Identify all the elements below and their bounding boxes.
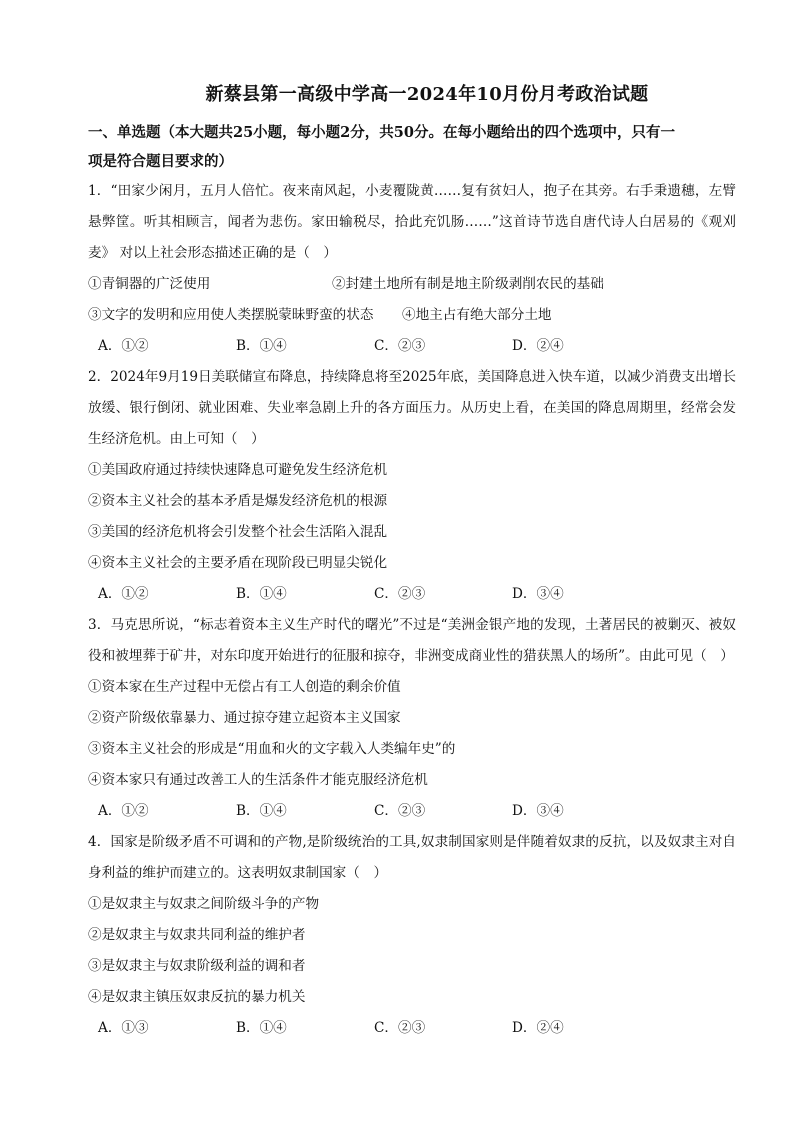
option-1: ①美国政府通过持续快速降息可避免发生经济危机 xyxy=(88,462,388,478)
question-stem: 1．“田家少闲月，五月人倍忙。夜来南风起，小麦覆陇黄……复有贫妇人，抱子在其旁。右手秉遗穗，左臂悬弊筐。听其相顾言，闻者为悲伤。家田输税尽，拾此充饥肠……”这首诗节选自唐代诗人白居易的《观刈麦》 对以上社会形态描述正确的是（ ） xyxy=(88,183,736,261)
question-stem: 2．2024年9月19日美联储宣布降息，持续降息将至2025年底，美国降息进入快车道，以减少消费支出增长放缓、银行倒闭、就业困难、失业率急剧上升的各方面压力。从历史上看，在美国的降息周期里，经常会发生经济危机。由上可知（ ） xyxy=(88,369,736,447)
choice-a[interactable]: A．①③ xyxy=(98,1020,149,1036)
choice-d[interactable]: D．③④ xyxy=(512,803,564,819)
option-1: ①是奴隶主与奴隶之间阶级斗争的产物 xyxy=(88,896,320,912)
option-2: ②封建土地所有制是地主阶级剥削农民的基础 xyxy=(332,276,604,292)
choice-c[interactable]: C．②③ xyxy=(374,803,426,819)
choice-b[interactable]: B．①④ xyxy=(236,338,287,354)
choice-a[interactable]: A．①② xyxy=(98,803,149,819)
question-stem: 3．马克思所说，“标志着资本主义生产时代的曙光”不过是“美洲金银产地的发现，土著居民的被剿灭、被奴役和被埋葬于矿井，对东印度开始进行的征服和掠夺，非洲变成商业性的猎获黑人的场所”。由此可见（ ） xyxy=(88,617,736,664)
choice-b[interactable]: B．①④ xyxy=(236,1020,287,1036)
section-heading-line2: 项是符合题目要求的） xyxy=(88,153,233,170)
choice-c[interactable]: C．②③ xyxy=(374,1020,426,1036)
choice-b[interactable]: B．①④ xyxy=(236,803,287,819)
option-row xyxy=(88,269,736,300)
exam-title: 新蔡县第一高级中学高一2024年10月份月考政治试题 xyxy=(205,84,649,105)
answer-choices xyxy=(88,579,736,610)
choice-d[interactable]: D．②④ xyxy=(512,338,564,354)
option-4: ④资本家只有通过改善工人的生活条件才能克服经济危机 xyxy=(88,772,428,788)
choice-c[interactable]: C．②③ xyxy=(374,586,426,602)
option-1: ①资本家在生产过程中无偿占有工人创造的剩余价值 xyxy=(88,679,401,695)
answer-choices xyxy=(88,1013,736,1044)
answer-choices xyxy=(88,796,736,827)
option-2: ②资产阶级依靠暴力、通过掠夺建立起资本主义国家 xyxy=(88,710,401,726)
choice-a[interactable]: A．①② xyxy=(98,586,149,602)
section-heading-line1: 一、单选题（本大题共25小题，每小题2分，共50分。在每小题给出的四个选项中，只有一 xyxy=(88,124,675,141)
option-4: ④是奴隶主镇压奴隶反抗的暴力机关 xyxy=(88,989,306,1005)
choice-d[interactable]: D．②④ xyxy=(512,1020,564,1036)
option-3: ③资本主义社会的形成是“用血和火的文字载入人类编年史”的 xyxy=(88,741,456,757)
answer-choices xyxy=(88,331,736,362)
section-heading xyxy=(88,118,736,176)
option-3: ③是奴隶主与奴隶阶级利益的调和者 xyxy=(88,958,306,974)
option-4: ④地主占有绝大部分土地 xyxy=(402,307,552,323)
question-1 xyxy=(88,176,736,362)
option-3: ③文字的发明和应用使人类摆脱蒙昧野蛮的状态 xyxy=(88,307,374,323)
choice-a[interactable]: A．①② xyxy=(98,338,149,354)
option-4: ④资本主义社会的主要矛盾在现阶段已明显尖锐化 xyxy=(88,555,388,571)
question-2 xyxy=(88,362,736,610)
option-3: ③美国的经济危机将会引发整个社会生活陷入混乱 xyxy=(88,524,388,540)
option-2: ②是奴隶主与奴隶共同利益的维护者 xyxy=(88,927,306,943)
question-stem: 4．国家是阶级矛盾不可调和的产物,是阶级统治的工具,奴隶制国家则是伴随着奴隶的反抗，以及奴隶主对自身利益的维护而建立的。这表明奴隶制国家（ ） xyxy=(88,834,736,881)
choice-d[interactable]: D．③④ xyxy=(512,586,564,602)
question-4 xyxy=(88,827,736,1044)
question-3 xyxy=(88,610,736,827)
choice-b[interactable]: B．①④ xyxy=(236,586,287,602)
option-row xyxy=(88,300,736,331)
choice-c[interactable]: C．②③ xyxy=(374,338,426,354)
option-2: ②资本主义社会的基本矛盾是爆发经济危机的根源 xyxy=(88,493,388,509)
option-1: ①青铜器的广泛使用 xyxy=(88,276,211,292)
